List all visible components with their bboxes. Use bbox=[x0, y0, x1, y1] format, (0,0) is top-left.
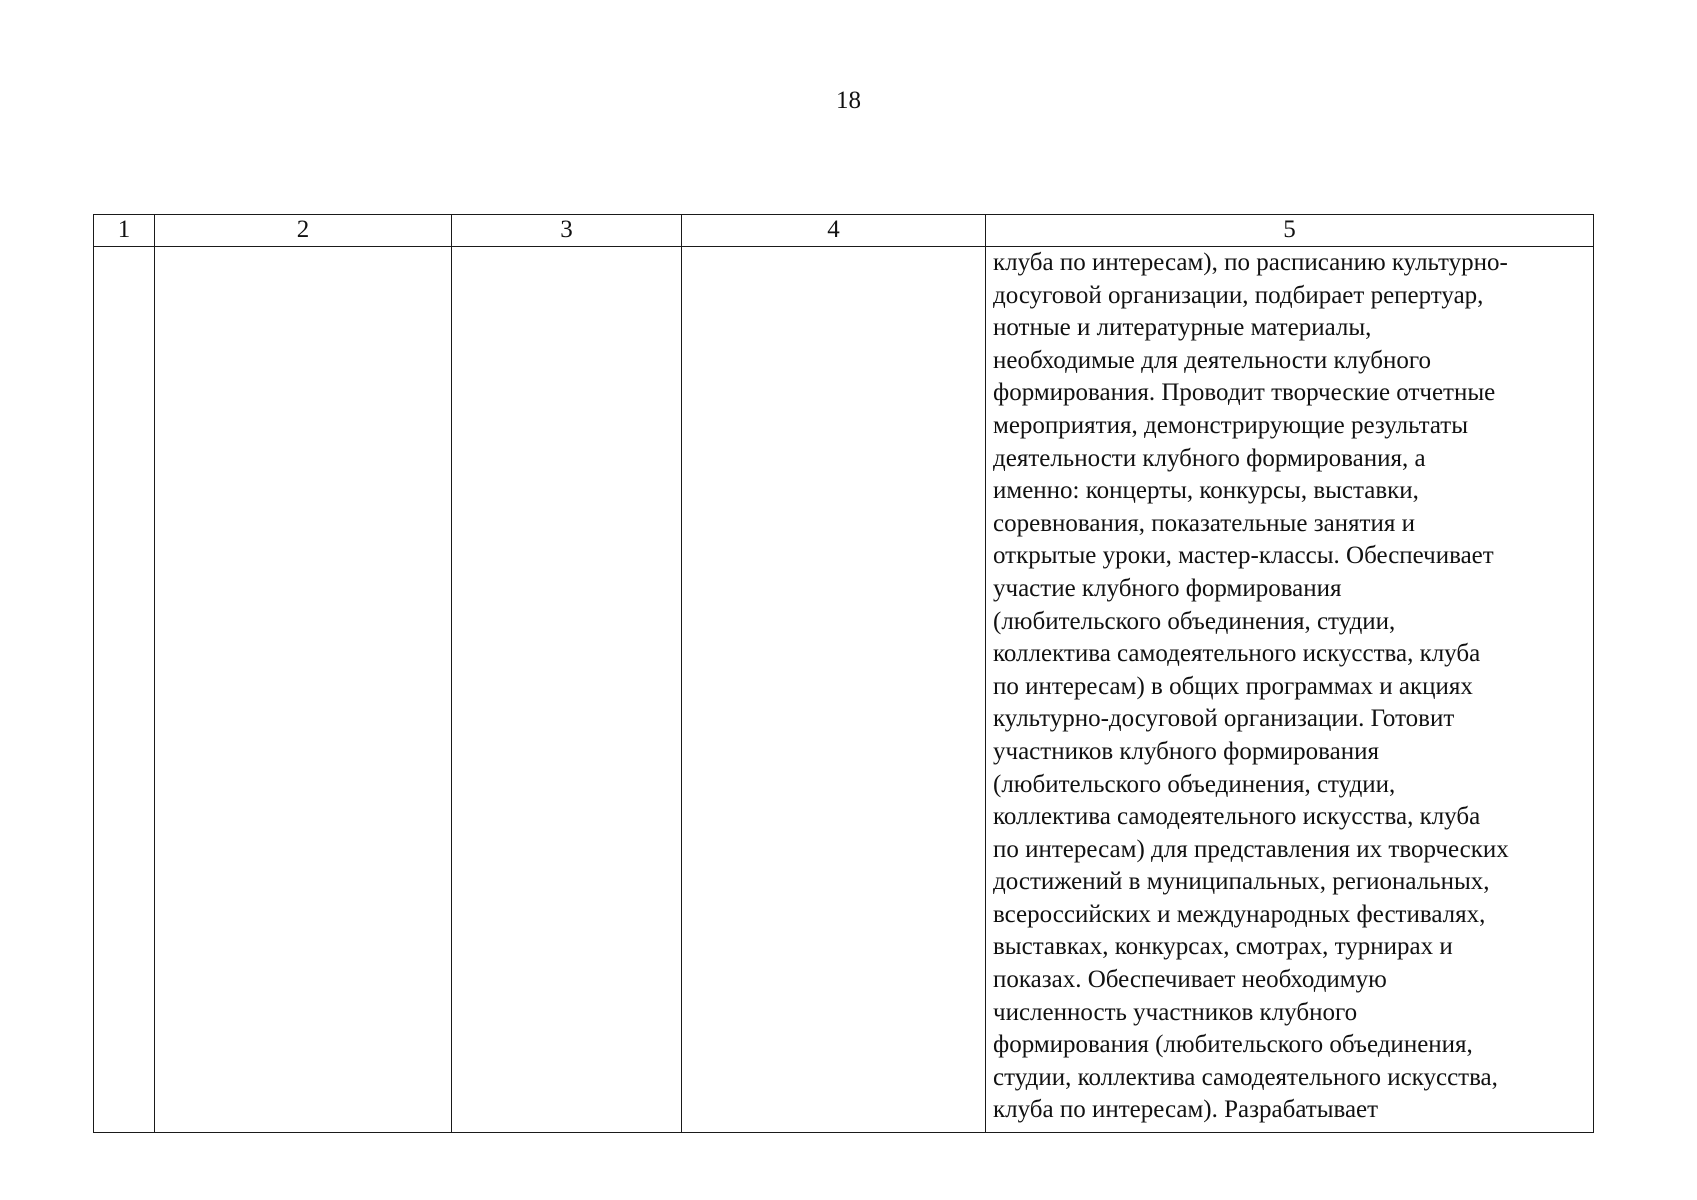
text-line: формирования. Проводит творческие отчетные bbox=[993, 379, 1496, 407]
text-line: открытые уроки, мастер-классы. Обеспечивает bbox=[993, 542, 1494, 570]
table-header-row bbox=[94, 215, 1594, 247]
column-header-1: 1 bbox=[94, 215, 155, 247]
cell-col-1 bbox=[94, 247, 155, 1133]
text-line: клуба по интересам), по расписанию культурно- bbox=[993, 249, 1508, 276]
text-line: клуба по интересам). Разрабатывает bbox=[993, 1096, 1379, 1124]
cell-col-4 bbox=[682, 247, 986, 1133]
text-line: достижений в муниципальных, региональных, bbox=[993, 868, 1490, 896]
column-header-4: 4 bbox=[682, 215, 986, 247]
page-number: 18 bbox=[836, 87, 861, 114]
column-header-3: 3 bbox=[452, 215, 682, 247]
text-line: нотные и литературные материалы, bbox=[993, 314, 1372, 342]
text-line: необходимые для деятельности клубного bbox=[993, 346, 1431, 374]
text-line: (любительского объединения, студии, bbox=[993, 770, 1396, 798]
text-line: соревнования, показательные занятия и bbox=[993, 509, 1415, 537]
text-line: именно: концерты, конкурсы, выставки, bbox=[993, 477, 1419, 505]
text-line: досуговой организации, подбирает репертуар, bbox=[993, 281, 1484, 309]
text-line: коллектива самодеятельного искусства, клуба bbox=[993, 640, 1481, 668]
text-line: коллектива самодеятельного искусства, клуба bbox=[993, 803, 1481, 831]
cell-col-5 bbox=[986, 247, 1594, 1133]
text-line: всероссийских и международных фестивалях, bbox=[993, 900, 1486, 928]
text-line: культурно-досуговой организации. Готовит bbox=[993, 705, 1455, 733]
cell-col-2 bbox=[155, 247, 452, 1133]
column-header-2: 2 bbox=[155, 215, 452, 247]
document-table bbox=[93, 214, 1594, 1133]
text-line: выставках, конкурсах, смотрах, турнирах и bbox=[993, 933, 1453, 961]
text-line: формирования (любительского объединения, bbox=[993, 1031, 1473, 1059]
text-line: (любительского объединения, студии, bbox=[993, 607, 1396, 635]
text-line: показах. Обеспечивает необходимую bbox=[993, 966, 1387, 994]
text-line: участие клубного формирования bbox=[993, 574, 1342, 602]
column-header-5: 5 bbox=[986, 215, 1594, 247]
text-line: мероприятия, демонстрирующие результаты bbox=[993, 411, 1468, 439]
duty-description-text bbox=[986, 247, 1593, 1127]
text-line: студии, коллектива самодеятельного искусства, bbox=[993, 1063, 1498, 1091]
table-row bbox=[94, 247, 1594, 1133]
text-line: по интересам) для представления их творческих bbox=[993, 835, 1509, 863]
text-line: численность участников клубного bbox=[993, 998, 1358, 1026]
text-line: деятельности клубного формирования, а bbox=[993, 444, 1426, 472]
text-line: участников клубного формирования bbox=[993, 737, 1379, 765]
text-line: по интересам) в общих программах и акциях bbox=[993, 672, 1473, 700]
cell-col-3 bbox=[452, 247, 682, 1133]
